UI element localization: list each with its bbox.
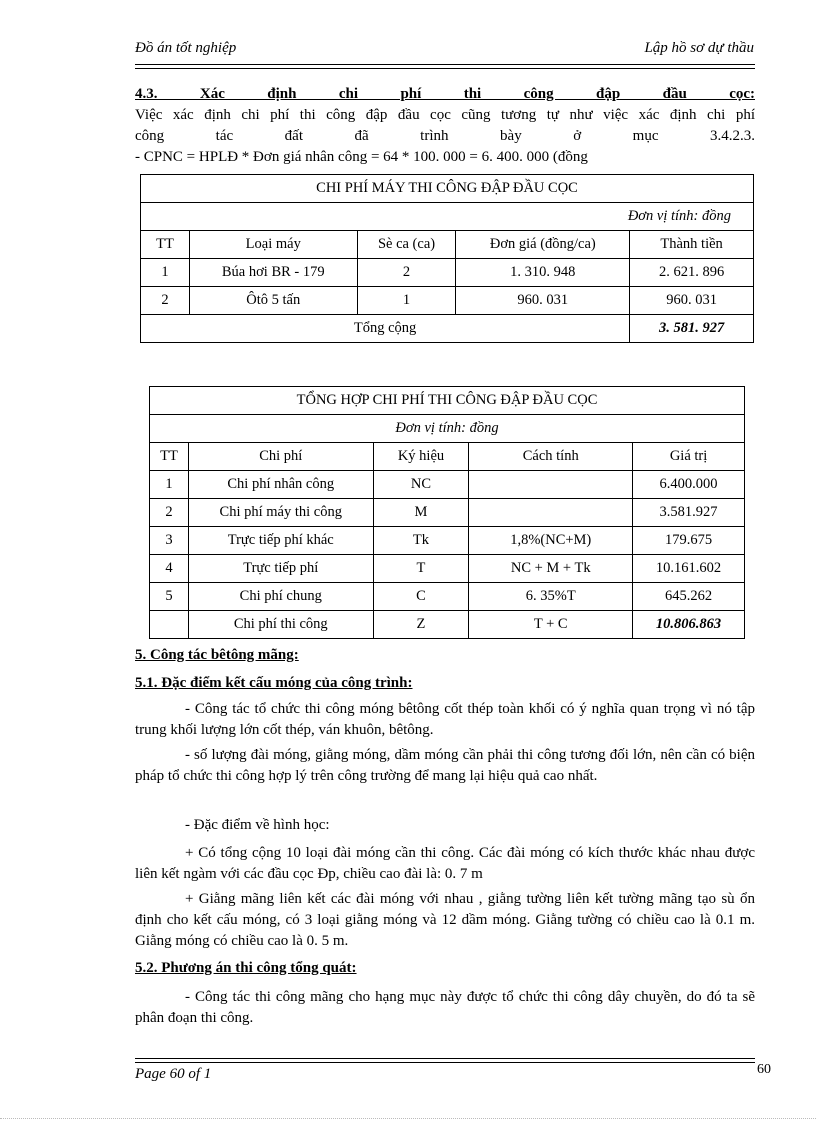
- table-cell: NC + M + Tk: [469, 555, 633, 583]
- table-cell: Chi phí chung: [188, 583, 373, 611]
- table-row: [150, 583, 745, 611]
- table-cell: 645.262: [633, 583, 745, 611]
- table-row: [150, 527, 745, 555]
- col-header: Loại máy: [189, 231, 357, 259]
- table-cell: 1: [150, 471, 189, 499]
- paragraph: + Có tổng cộng 10 loại đài móng cần thi công. Các đài móng có kích thước khác nhau được liên kết ngàm với các đầu cọc Đp, chiều cao đài là: 0. 7 m: [135, 845, 755, 882]
- total-label: Tổng cộng: [141, 315, 630, 343]
- table-cell: 1: [357, 287, 456, 315]
- table-row: [141, 287, 754, 315]
- paragraph: + Giằng mãng liên kết các đài móng với nhau , giằng tường liên kết tường mãng tạo sù ổn định cho kết cấu móng, có 3 loại giằng móng và 12 dầm móng. Giằng tường có chiều cao là 0.1 m. Giằng móng có chiều cao là 0. 5 m.: [135, 891, 755, 949]
- header-rule: [135, 64, 755, 69]
- machine-cost-table: [140, 174, 754, 343]
- table-cell: T + C: [469, 611, 633, 639]
- page-bottom-border: [0, 1118, 816, 1119]
- table-cell: [150, 611, 189, 639]
- col-header: Chi phí: [188, 443, 373, 471]
- table-header-row: [141, 231, 754, 259]
- table-cell: 2: [357, 259, 456, 287]
- section-43: [135, 84, 755, 168]
- section-52-heading: [135, 958, 755, 979]
- total-value: 3. 581. 927: [630, 315, 754, 343]
- total-value: 10.806.863: [633, 611, 745, 639]
- table-cell: C: [373, 583, 469, 611]
- table-row: [150, 499, 745, 527]
- summary-table-unit: Đơn vị tính: đồng: [150, 415, 745, 443]
- machine-cost-table-unit: Đơn vị tính: đồng: [141, 203, 754, 231]
- col-header: Cách tính: [469, 443, 633, 471]
- table-header-row: [150, 443, 745, 471]
- table-cell: Chi phí nhân công: [188, 471, 373, 499]
- table-cell: Chi phí thi công: [188, 611, 373, 639]
- table-cell: 6. 35%T: [469, 583, 633, 611]
- table-cell: 960. 031: [630, 287, 754, 315]
- table-row: [150, 555, 745, 583]
- table-cell: Búa hơi BR - 179: [189, 259, 357, 287]
- paragraph: - số lượng đài móng, giằng móng, dầm móng cần phải thi công tương đối lớn, nên cần có biện pháp tổ chức thi công hợp lý trên công trường để mang lại hiệu quả cao nhất.: [135, 747, 755, 784]
- section-51-title: 5.1. Đặc điểm kết cấu móng của công trình:: [135, 675, 413, 691]
- table-cell: 1,8%(NC+M): [469, 527, 633, 555]
- table-cell: 4: [150, 555, 189, 583]
- section-43-line1: Việc xác định chi phí thi công đập đầu cọc cũng tương tự như việc xác định chi phí: [135, 107, 755, 123]
- table-cell: 2: [150, 499, 189, 527]
- col-header: Giá trị: [633, 443, 745, 471]
- table-cell: NC: [373, 471, 469, 499]
- table-cell: 3.581.927: [633, 499, 745, 527]
- table-cell: 10.161.602: [633, 555, 745, 583]
- section-51-heading: [135, 673, 755, 694]
- table-row: [141, 259, 754, 287]
- table-total-row: [141, 315, 754, 343]
- table-cell: Chi phí máy thi công: [188, 499, 373, 527]
- footer-page-label: Page 60 of 1: [135, 1066, 212, 1082]
- table-cell: 2: [141, 287, 190, 315]
- table-cell: 960. 031: [456, 287, 630, 315]
- table-cell: [469, 471, 633, 499]
- footer-page-number: 60: [757, 1062, 771, 1077]
- table-total-row: [150, 611, 745, 639]
- table-row: [150, 471, 745, 499]
- section-43-heading: 4.3. Xác định chi phí thi công đập đầu cọc:: [135, 86, 755, 102]
- col-header: Đơn giá (đồng/ca): [456, 231, 630, 259]
- paragraph: - Công tác tổ chức thi công móng bêtông cốt thép toàn khối có ý nghĩa quan trọng vì nó tập trung khối lượng lớn cốt thép, ván khuôn, bêtông.: [135, 701, 755, 738]
- table-cell: Z: [373, 611, 469, 639]
- header-title-right: Lập hồ sơ dự thầu: [644, 40, 754, 56]
- table-cell: Ôtô 5 tấn: [189, 287, 357, 315]
- table-cell: 2. 621. 896: [630, 259, 754, 287]
- section-43-line3: - CPNC = HPLĐ * Đơn giá nhân công = 64 * 100. 000 = 6. 400. 000 (đồng: [135, 149, 588, 165]
- table-cell: M: [373, 499, 469, 527]
- table-cell: Trực tiếp phí: [188, 555, 373, 583]
- header-title-left: Đồ án tốt nghiệp: [135, 40, 237, 56]
- col-header: Sè ca (ca): [357, 231, 456, 259]
- paragraph: - Công tác thi công mãng cho hạng mục này được tổ chức thi công dây chuyền, do đó ta sẽ phân đoạn thi công.: [135, 989, 755, 1026]
- summary-table-title: TỔNG HỢP CHI PHÍ THI CÔNG ĐẬP ĐẦU CỌC: [150, 387, 745, 415]
- table-cell: 5: [150, 583, 189, 611]
- table-cell: 6.400.000: [633, 471, 745, 499]
- table-cell: Trực tiếp phí khác: [188, 527, 373, 555]
- table-cell: Tk: [373, 527, 469, 555]
- table-cell: 179.675: [633, 527, 745, 555]
- section-43-line2: công tác đất đã trình bày ở mục 3.4.2.3.: [135, 128, 755, 144]
- col-header: TT: [141, 231, 190, 259]
- col-header: Thành tiền: [630, 231, 754, 259]
- footer-rule: [135, 1058, 755, 1063]
- table-cell: 1. 310. 948: [456, 259, 630, 287]
- table-cell: [469, 499, 633, 527]
- table-cell: 1: [141, 259, 190, 287]
- table-cell: 3: [150, 527, 189, 555]
- col-header: TT: [150, 443, 189, 471]
- paragraph: - Đặc điểm về hình học:: [185, 817, 330, 833]
- table-cell: T: [373, 555, 469, 583]
- section-5-heading: [135, 645, 755, 666]
- col-header: Ký hiệu: [373, 443, 469, 471]
- machine-cost-table-title: CHI PHÍ MÁY THI CÔNG ĐẬP ĐẦU CỌC: [141, 175, 754, 203]
- section-52-title: 5.2. Phương án thi công tổng quát:: [135, 960, 357, 976]
- section-5-title: 5. Công tác bêtông mãng:: [135, 647, 299, 663]
- summary-cost-table: [149, 386, 745, 639]
